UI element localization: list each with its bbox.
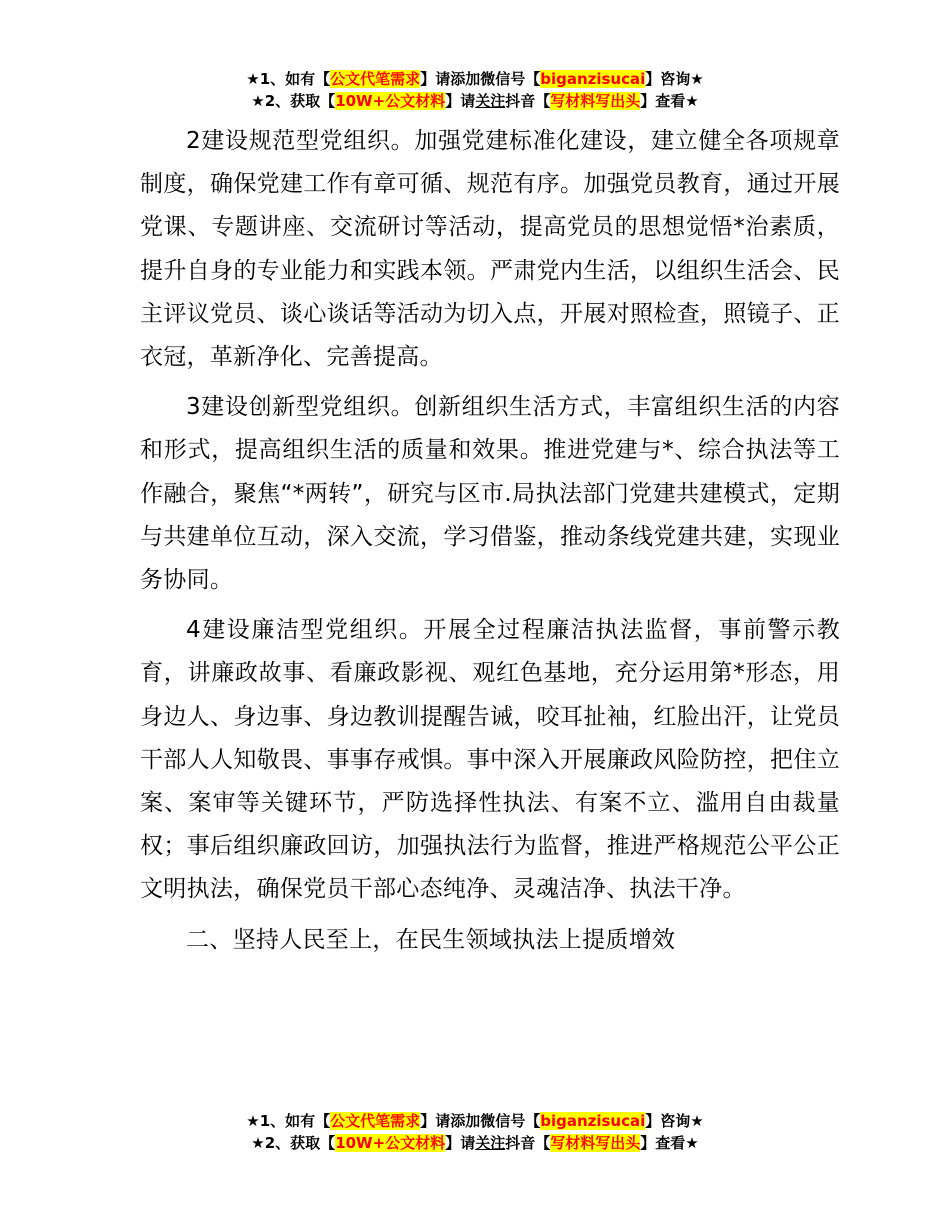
header-line1-highlight-service: 公文代笔需求 [330,70,421,88]
footer-line2-highlight-materials: 10W+公文材料 [335,1134,446,1152]
paragraph-clean-party-org: 4建设廉洁型党组织。开展全过程廉洁执法监督，事前警示教育，讲廉政故事、看廉政影视、观红色基地，充分运用第*形态，用身边人、身边事、身边教训提醒告诫，咬耳扯袖，红脸出汗，让党员干部人人知敬畏、事事存戒惧。事中深入开展廉政风险防控，把住立案、案审等关键环节，严防选择性执法、有案不立、滥用自由裁量权；事后组织廉政回访，加强执法行为监督，推进严格规范公平公正文明执法，确保党员干部心态纯净、灵魂洁净、执法干净。 [140,617,840,903]
header-banner [0,68,950,112]
footer-line2-underlined: 关注 [475,1134,506,1152]
footer-line2-mid1: 】请 [445,1134,476,1152]
paragraph-innovative-party-org: 3建设创新型党组织。创新组织生活方式，丰富组织生活的内容和形式，提高组织生活的质量和效果。推进党建与*、综合执法等工作融合，聚焦“*两转”，研究与区市.局执法部门党建共建模式，定期与共建单位互动，深入交流，学习借鉴，推动条线党建共建，实现业务协同。 [140,394,840,594]
header-line2-mid1: 】请 [445,92,476,110]
footer-line2-prefix: ★2、获取【 [251,1134,336,1152]
footer-line1-suffix: 】咨询★ [645,1112,704,1130]
header-line1-highlight-wechat: biganzisucai [540,70,646,88]
footer-line1-highlight-service: 公文代笔需求 [330,1112,421,1130]
document-body [140,120,840,962]
header-line2-underlined: 关注 [475,92,506,110]
header-line2-suffix: 】查看★ [640,92,699,110]
footer-line1-mid: 】请添加微信号【 [420,1112,541,1130]
footer-line2-mid2: 抖音【 [505,1134,551,1152]
footer-line2-suffix: 】查看★ [640,1134,699,1152]
header-line2-mid2: 抖音【 [505,92,551,110]
header-line1-prefix: ★1、如有【 [246,70,331,88]
header-line2-highlight-douyin: 写材料写出头 [550,92,641,110]
footer-banner-line-1 [0,1110,950,1132]
header-line1-suffix: 】咨询★ [645,70,704,88]
header-line1-mid: 】请添加微信号【 [420,70,541,88]
footer-line2-highlight-douyin: 写材料写出头 [550,1134,641,1152]
footer-banner-line-2 [0,1132,950,1154]
footer-banner [0,1110,950,1154]
footer-line1-highlight-wechat: biganzisucai [540,1112,646,1130]
footer-line1-prefix: ★1、如有【 [246,1112,331,1130]
header-banner-line-2 [0,90,950,112]
section-heading-people-first: 二、坚持人民至上，在民生领域执法上提质增效 [186,926,676,953]
paragraph-standardized-party-org: 2建设规范型党组织。加强党建标准化建设，建立健全各项规章制度，确保党建工作有章可循、规范有序。加强党员教育，通过开展党课、专题讲座、交流研讨等活动，提高党员的思想觉悟*治素质，提升自身的专业能力和实践本领。严肃党内生活，以组织生活会、民主评议党员、谈心谈话等活动为切入点，开展对照检查，照镜子、正衣冠，革新净化、完善提高。 [140,128,840,371]
header-line2-prefix: ★2、获取【 [251,92,336,110]
header-line2-highlight-materials: 10W+公文材料 [335,92,446,110]
header-banner-line-1 [0,68,950,90]
